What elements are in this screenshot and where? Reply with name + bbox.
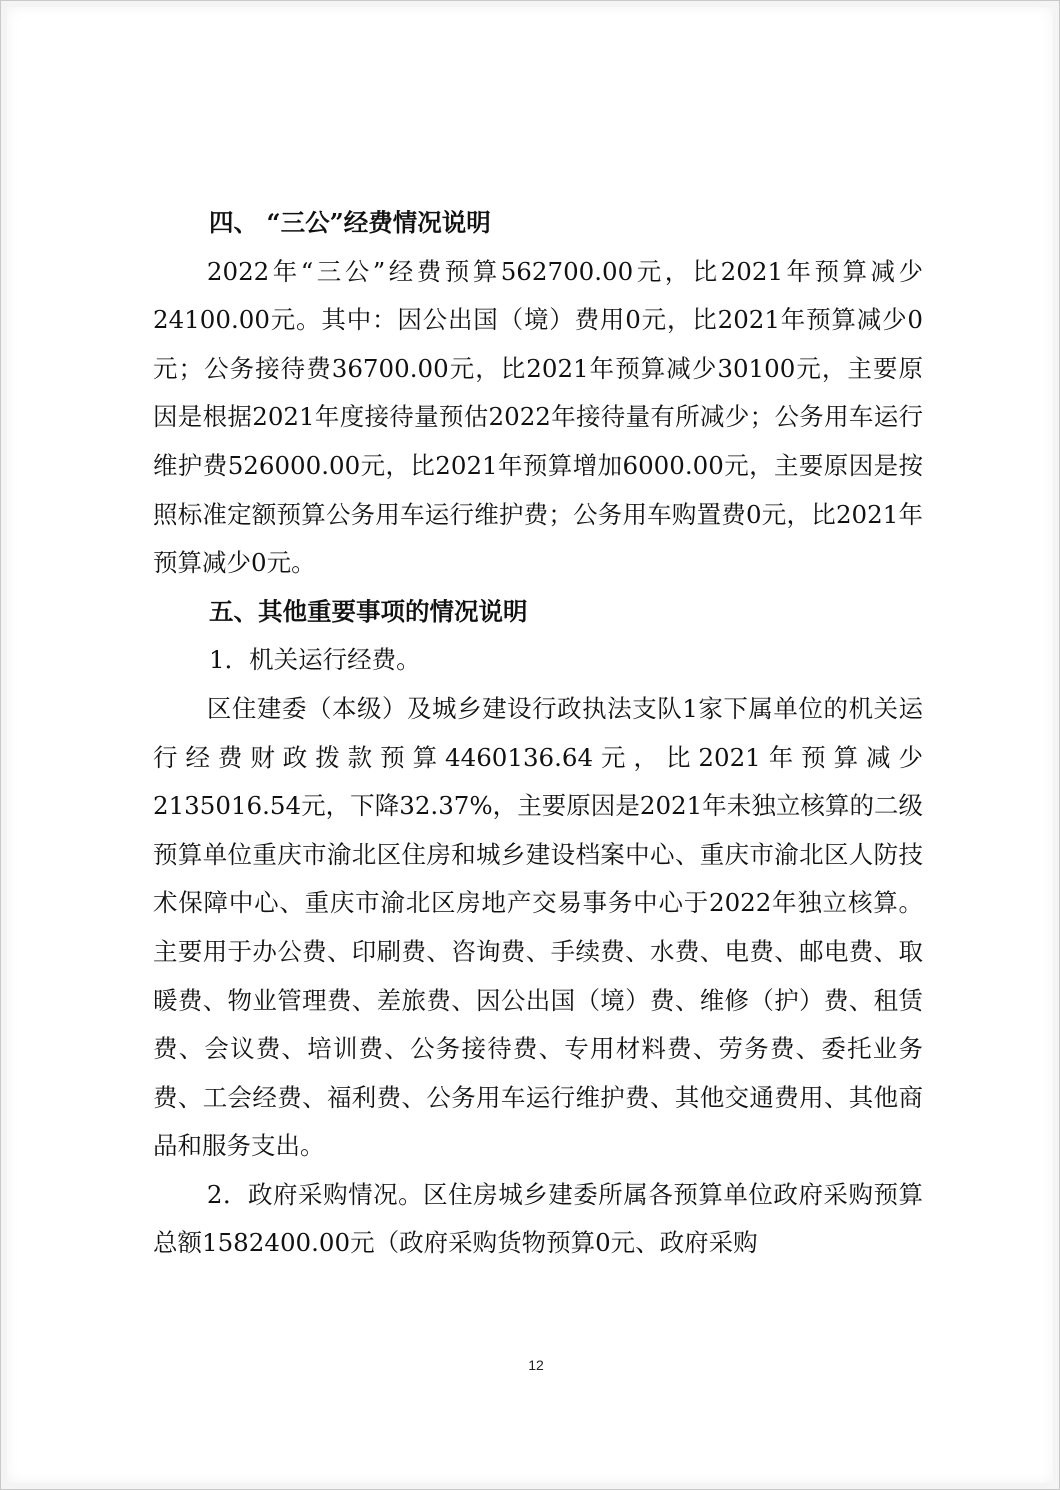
- item-1-title: 1．机关运行经费。: [209, 645, 421, 675]
- page-content: [153, 199, 923, 1268]
- item-1-paragraph: 区住建委（本级）及城乡建设行政执法支队1家下属单位的机关运行经费财政拨款预算4460136.64元，比2021年预算减少2135016.54元，下降32.37%，主要原因是2021年未独立核算的二级预算单位重庆市渝北区住房和城乡建设档案中心、重庆市渝北区人防技术保障中心、重庆市渝北区房地产交易事务中心于2022年独立核算。主要用于办公费、印刷费、咨询费、手续费、水费、电费、邮电费、取暖费、物业管理费、差旅费、因公出国（境）费、维修（护）费、租赁费、会议费、培训费、公务接待费、专用材料费、劳务费、委托业务费、工会经费、福利费、公务用车运行维护费、其他交通费用、其他商品和服务支出。: [153, 693, 923, 1161]
- page-number: 12: [528, 1357, 544, 1373]
- item-2-paragraph: 2．政府采购情况。区住房城乡建委所属各预算单位政府采购预算总额1582400.00元（政府采购货物预算0元、政府采购: [153, 1179, 923, 1258]
- section-five-heading: 五、其他重要事项的情况说明: [209, 596, 528, 626]
- section-four-paragraph: 2022年“三公”经费预算562700.00元，比2021年预算减少24100.00元。其中：因公出国（境）费用0元，比2021年预算减少0元；公务接待费36700.00元，比2021年预算减少30100元，主要原因是根据2021年度接待量预估2022年接待量有所减少；公务用车运行维护费526000.00元，比2021年预算增加6000.00元，主要原因是按照标准定额预算公务用车运行维护费；公务用车购置费0元，比2021年预算减少0元。: [153, 256, 923, 578]
- section-four-heading: 四、 “三公”经费情况说明: [209, 208, 491, 237]
